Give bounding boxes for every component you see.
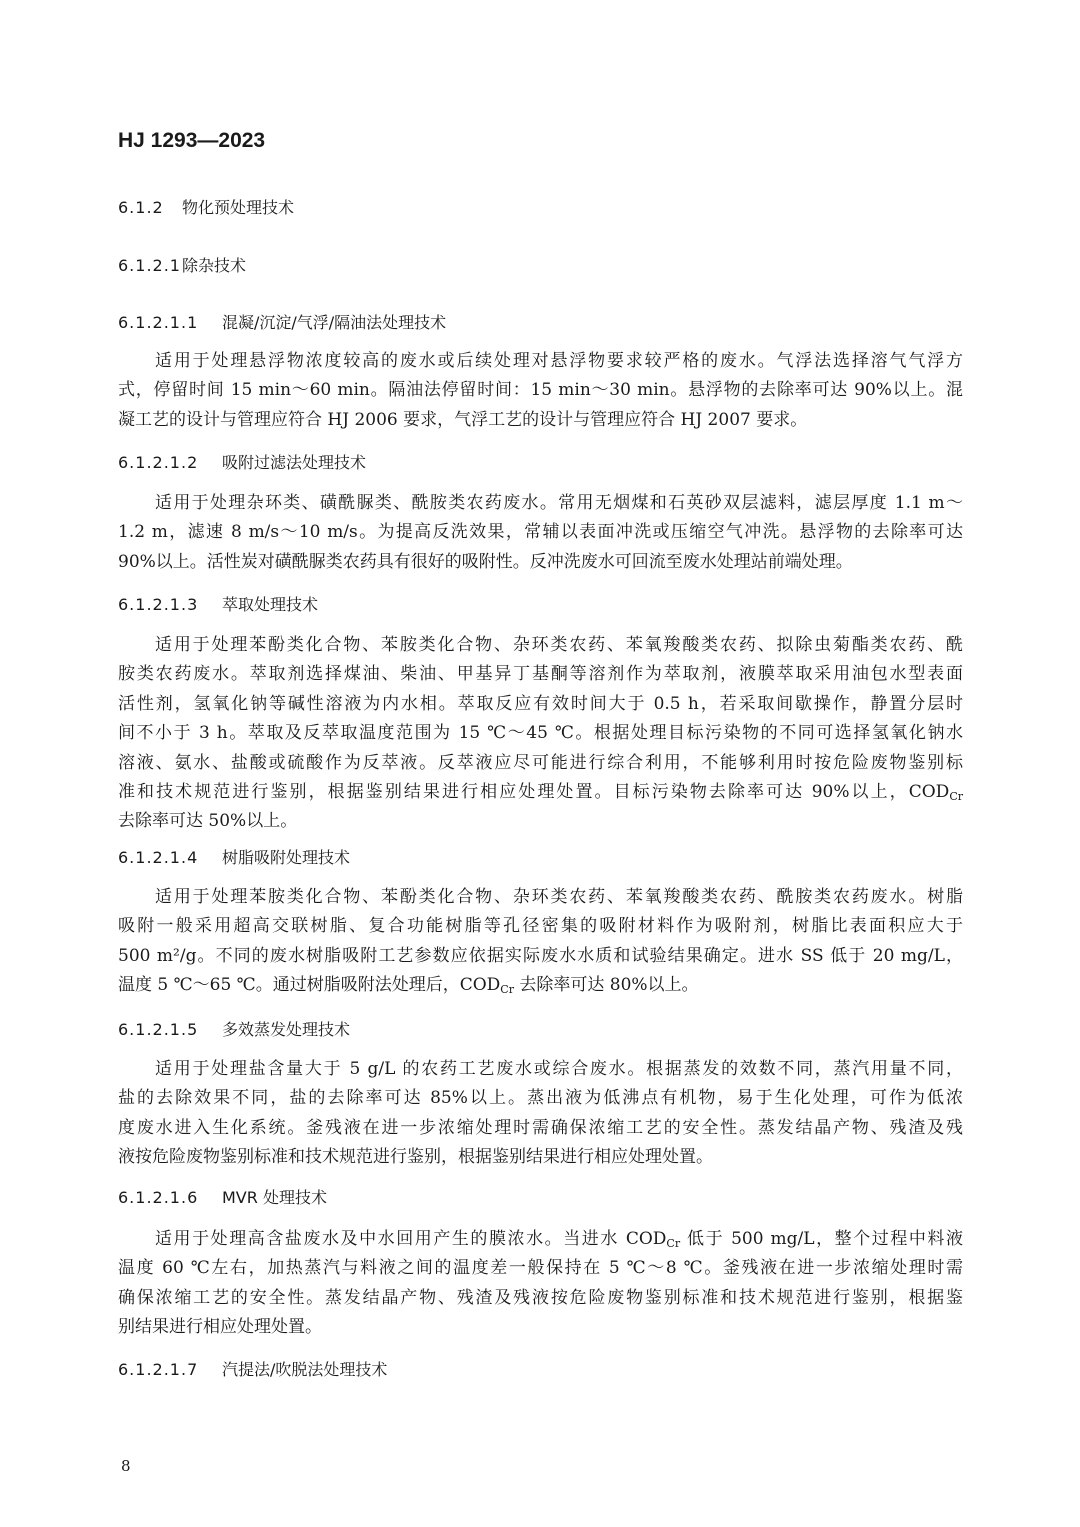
section-heading [118, 1020, 350, 1040]
line-text: 凝工艺的设计与管理应符合 HJ 2006 要求，气浮工艺的设计与管理应符合 HJ 2007 要求。 [118, 409, 808, 430]
line-text: 适用于处理悬浮物浓度较高的废水或后续处理对悬浮物要求较严格的废水。气浮法选择溶气气浮方 [155, 351, 963, 371]
section-heading [118, 198, 294, 218]
line-text: 500 m²/g。不同的废水树脂吸附工艺参数应依据实际废水水质和试验结果确定。进水 SS 低于 20 mg/L， [118, 945, 963, 966]
section-number: 6.1.2.1.2 [118, 453, 199, 472]
section-number: 6.1.2.1.1 [118, 313, 199, 332]
line-text: 别结果进行相应处理处置。 [118, 1317, 322, 1338]
subscript-text: Cr [500, 983, 514, 997]
line-text: 间不小于 3 h。萃取及反萃取温度范围为 15 ℃～45 ℃。根据处理目标污染物的不同可选择氢氧化钠水 [118, 723, 963, 744]
line-text: 适用于处理苯酚类化合物、苯胺类化合物、杂环类农药、苯氧羧酸类农药、拟除虫菊酯类农药、酰 [155, 635, 963, 655]
paragraph-line [118, 883, 963, 912]
line-text: 度废水进入生化系统。釜残液在进一步浓缩处理时需确保浓缩工艺的安全性。蒸发结晶产物、残渣及残 [118, 1117, 963, 1138]
paragraph-line [118, 942, 963, 971]
body-paragraph [118, 631, 963, 837]
section-number: 6.1.2.1.4 [118, 848, 199, 867]
line-text: 适用于处理苯胺类化合物、苯酚类化合物、杂环类农药、苯氧羧酸类农药、酰胺类农药废水。树脂 [155, 887, 963, 907]
section-number: 6.1.2.1 [118, 256, 181, 275]
line-text: 液按危险废物鉴别标准和技术规范进行鉴别，根据鉴别结果进行相应处理处置。 [118, 1147, 713, 1168]
body-paragraph [118, 1055, 963, 1173]
line-text: 溶液、氨水、盐酸或硫酸作为反萃液。反萃液应尽可能进行综合利用，不能够利用时按危险废物鉴别标 [118, 752, 963, 773]
paragraph-line [118, 719, 963, 748]
section-title: 萃取处理技术 [222, 595, 319, 614]
section-title: 树脂吸附处理技术 [222, 848, 351, 867]
paragraph-line [118, 807, 963, 836]
paragraph-line [118, 548, 963, 577]
paragraph-line [118, 1114, 963, 1143]
line-text: 温度 60 ℃左右，加热蒸汽与料液之间的温度差一般保持在 5 ℃～8 ℃。釜残液在进一步浓缩处理时需 [118, 1258, 963, 1279]
section-number: 6.1.2.1.6 [118, 1188, 199, 1207]
paragraph-line [118, 1143, 963, 1172]
line-text: 适用于处理杂环类、磺酰脲类、酰胺类农药废水。常用无烟煤和石英砂双层滤料，滤层厚度 1.1 m～ [155, 493, 963, 513]
paragraph-line [118, 749, 963, 778]
paragraph-line [118, 660, 963, 689]
paragraph-line [118, 778, 963, 807]
section-title: 除杂技术 [182, 256, 247, 275]
paragraph-line [118, 631, 963, 660]
section-heading [118, 313, 446, 333]
line-text: 式，停留时间 15 min～60 min。隔油法停留时间：15 min～30 min。悬浮物的去除率可达 90%以上。混 [118, 380, 963, 401]
line-text: 去除率可达 80%以上。 [513, 975, 699, 996]
section-heading [118, 453, 366, 473]
line-text: 确保浓缩工艺的安全性。蒸发结晶产物、残渣及残液按危险废物鉴别标准和技术规范进行鉴别，根据鉴 [118, 1287, 963, 1308]
section-heading [118, 256, 246, 276]
subscript-text: Cr [949, 789, 963, 803]
paragraph-line [118, 690, 963, 719]
section-title: 多效蒸发处理技术 [222, 1020, 351, 1039]
paragraph-line [118, 1313, 963, 1342]
section-title: 混凝/沉淀/气浮/隔油法处理技术 [222, 313, 447, 332]
paragraph-line [118, 1284, 963, 1313]
paragraph-line [118, 1225, 963, 1254]
line-text: 适用于处理盐含量大于 5 g/L 的农药工艺废水或综合废水。根据蒸发的效数不同，蒸汽用量不同， [155, 1059, 963, 1079]
page-number: 8 [121, 1457, 131, 1475]
body-paragraph [118, 1225, 963, 1343]
paragraph-line [118, 406, 963, 435]
body-paragraph [118, 347, 963, 435]
line-text: 吸附一般采用超高交联树脂、复合功能树脂等孔径密集的吸附材料作为吸附剂，树脂比表面积应大于 [118, 916, 963, 937]
line-text: 去除率可达 50%以上。 [118, 811, 298, 832]
subscript-text: Cr [666, 1237, 681, 1250]
line-text: 90%以上。活性炭对磺酰脲类农药具有很好的吸附性。反冲洗废水可回流至废水处理站前端处理。 [118, 551, 853, 572]
line-text: 适用于处理高含盐废水及中水回用产生的膜浓水。当进水 COD [155, 1229, 667, 1249]
line-text: 胺类农药废水。萃取剂选择煤油、柴油、甲基异丁基酮等溶剂作为萃取剂，液膜萃取采用油包水型表面 [118, 664, 963, 685]
paragraph-line [118, 347, 963, 376]
section-number: 6.1.2 [118, 198, 164, 217]
section-title: 汽提法/吹脱法处理技术 [222, 1360, 388, 1379]
body-paragraph [118, 489, 963, 577]
section-heading [118, 848, 350, 868]
section-number: 6.1.2.1.7 [118, 1360, 199, 1379]
paragraph-line [118, 971, 963, 1000]
paragraph-line [118, 1254, 963, 1283]
section-number: 6.1.2.1.5 [118, 1020, 199, 1039]
line-text: 低于 500 mg/L，整个过程中料液 [680, 1229, 963, 1249]
body-paragraph [118, 883, 963, 1001]
paragraph-line [118, 1084, 963, 1113]
line-text: 准和技术规范进行鉴别，根据鉴别结果进行相应处理处置。目标污染物去除率可达 90%以上，COD [118, 781, 950, 802]
section-title: 物化预处理技术 [182, 198, 295, 217]
section-heading [118, 595, 318, 615]
line-text: 活性剂，氢氧化钠等碱性溶液为内水相。萃取反应有效时间大于 0.5 h，若采取间歇操作，静置分层时 [118, 693, 963, 714]
paragraph-line [118, 376, 963, 405]
paragraph-line [118, 912, 963, 941]
section-heading [118, 1360, 387, 1380]
line-text: 1.2 m，滤速 8 m/s～10 m/s。为提高反洗效果，常辅以表面冲洗或压缩空气冲洗。悬浮物的去除率可达 [118, 522, 963, 543]
section-title: MVR 处理技术 [222, 1188, 327, 1207]
standard-number: HJ 1293—2023 [118, 129, 266, 152]
section-title: 吸附过滤法处理技术 [222, 453, 367, 472]
section-heading [118, 1188, 327, 1208]
section-number: 6.1.2.1.3 [118, 595, 199, 614]
paragraph-line [118, 489, 963, 518]
line-text: 温度 5 ℃～65 ℃。通过树脂吸附法处理后，COD [118, 975, 501, 996]
paragraph-line [118, 518, 963, 547]
line-text: 盐的去除效果不同，盐的去除率可达 85%以上。蒸出液为低沸点有机物，易于生化处理，可作为低浓 [118, 1088, 963, 1109]
paragraph-line [118, 1055, 963, 1084]
